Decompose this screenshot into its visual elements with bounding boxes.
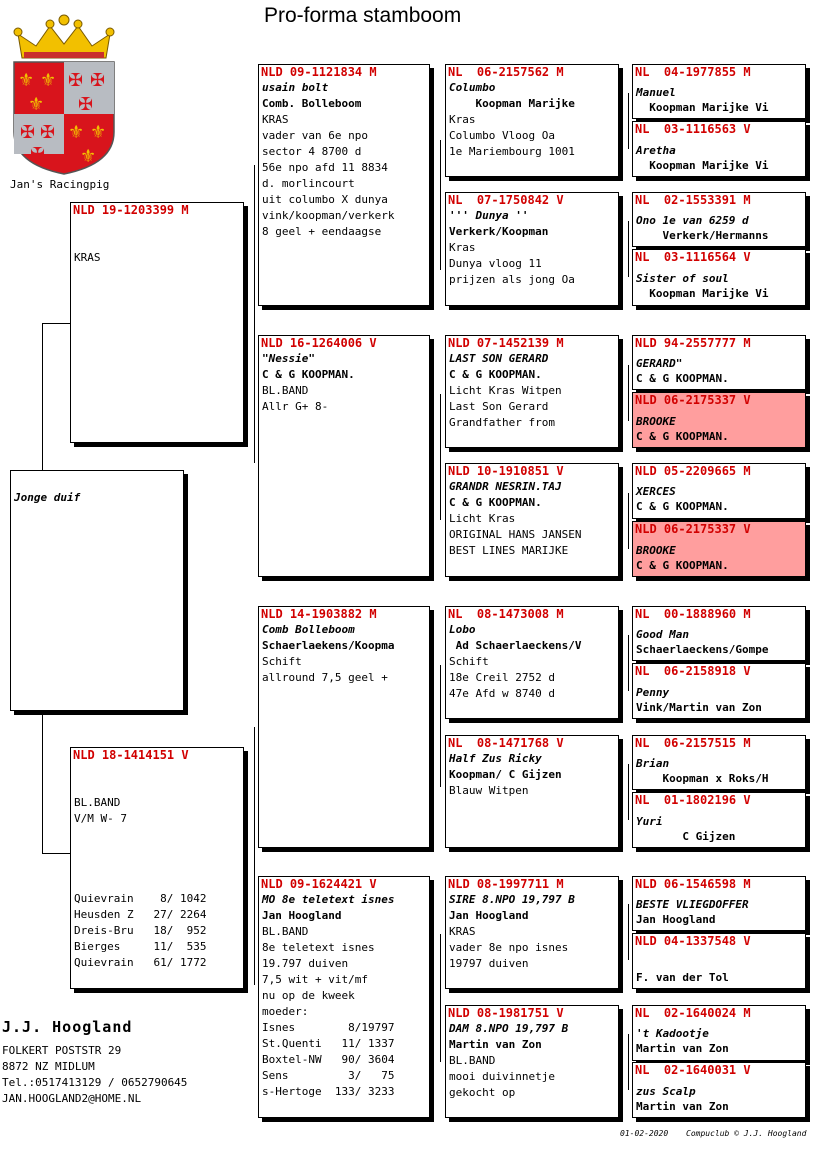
pigeon-card-g15 [632, 1005, 806, 1061]
owner-phone: Tel.:0517413129 / 0652790645 [2, 1076, 188, 1089]
pigeon-card-mmf [445, 876, 619, 989]
ring-number: NL 06-2158918 V [635, 664, 751, 678]
ring-number: NLD 18-1414151 V [73, 748, 189, 762]
credit-line: Compuclub © J.J. Hoogland [686, 1129, 807, 1138]
info-line: Licht Kras Witpen [449, 384, 562, 397]
svg-text:⚜: ⚜ [68, 122, 85, 143]
ring-number: NLD 08-1997711 M [448, 877, 564, 891]
breeder-name: C & G KOOPMAN. [449, 496, 542, 509]
ring-number: NL 03-1116564 V [635, 250, 751, 264]
connector [254, 165, 255, 463]
pigeon-name: Manuel [636, 86, 676, 99]
print-date: 01-02-2020 [620, 1129, 669, 1138]
breeder-name: Koopman Marijke Vi [636, 101, 769, 114]
pigeon-name: "Nessie" [262, 352, 315, 365]
breeder-name: Koopman/ C Gijzen [449, 768, 562, 781]
result-line: Bierges 11/ 535 [74, 940, 207, 953]
breeder-name: Koopman Marijke [449, 97, 575, 110]
info-line: vader 8e npo isnes [449, 941, 569, 954]
svg-text:✠: ✠ [78, 94, 94, 115]
result-line: St.Quenti 11/ 1337 [262, 1037, 395, 1050]
pigeon-card-mfm [445, 735, 619, 848]
info-line: BL.BAND [74, 796, 121, 809]
result-line: Boxtel-NW 90/ 3604 [262, 1053, 395, 1066]
ring-number: NLD 08-1981751 V [448, 1006, 564, 1020]
ring-number: NLD 94-2557777 M [635, 336, 751, 350]
info-line: mooi duivinnetje [449, 1070, 555, 1083]
pigeon-card-g12 [632, 792, 806, 848]
info-line: BL.BAND [262, 925, 309, 938]
info-line: KRAS [449, 925, 476, 938]
breeder-name: Martin van Zon [636, 1042, 729, 1055]
pigeon-card-mother [70, 747, 244, 989]
svg-text:⚜: ⚜ [18, 70, 35, 91]
ring-number: NLD 09-1624421 V [261, 877, 377, 891]
ring-number: NLD 06-2175337 V [635, 522, 751, 536]
breeder-name: Jan Hoogland [636, 913, 716, 926]
pigeon-card-mm [258, 876, 430, 1118]
svg-text:⚜: ⚜ [40, 70, 57, 91]
pigeon-name: Jonge duif [14, 491, 81, 504]
pigeon-name: Columbo [449, 81, 496, 94]
pigeon-card-g8 [632, 521, 806, 577]
ring-number: NL 00-1888960 M [635, 607, 751, 621]
owner-email: JAN.HOOGLAND2@HOME.NL [2, 1092, 142, 1105]
ring-number: NL 02-1640031 V [635, 1063, 751, 1077]
info-line: Last Son Gerard [449, 400, 549, 413]
result-line: Quievrain 61/ 1772 [74, 956, 207, 969]
pigeon-name: Brian [636, 757, 670, 770]
info-line: ORIGINAL HANS JANSEN [449, 528, 582, 541]
breeder-name: Verkerk/Koopman [449, 225, 549, 238]
pigeon-name: Sister of soul [636, 272, 729, 285]
pigeon-card-g9 [632, 606, 806, 661]
info-line: KRAS [262, 113, 289, 126]
info-line [71, 779, 243, 795]
info-line: d. morlincourt [262, 177, 355, 190]
ring-number: NL 07-1750842 V [448, 193, 564, 207]
pigeon-name: Comb Bolleboom [262, 623, 355, 636]
breeder-name: C & G KOOPMAN. [636, 430, 729, 443]
info-line [71, 827, 243, 843]
pigeon-card-g5 [632, 335, 806, 390]
connector [628, 493, 629, 549]
breeder-name: Vink/Martin van Zon [636, 701, 762, 714]
kennel-name: Jan's Racingpig [10, 178, 110, 191]
info-line: BL.BAND [262, 384, 309, 397]
ring-number: NL 06-2157515 M [635, 736, 751, 750]
info-line: Licht Kras [449, 512, 516, 525]
info-line: 8 geel + eendaagse [262, 225, 382, 238]
owner-name: J.J. Hoogland [2, 1018, 133, 1036]
info-line: 8e teletext isnes [262, 941, 375, 954]
info-line: Allr G+ 8- [262, 400, 329, 413]
info-line: 1e Mariembourg 1001 [449, 145, 575, 158]
info-line: Kras [449, 241, 476, 254]
info-line: prijzen als jong Oa [449, 273, 575, 286]
info-line: BEST LINES MARIJKE [449, 544, 569, 557]
info-line: vink/koopman/verkerk [262, 209, 395, 222]
breeder-name: Koopman x Roks/H [636, 772, 769, 785]
ring-number: NLD 16-1264006 V [261, 336, 377, 350]
info-line: Schift [262, 655, 302, 668]
info-line: 19.797 duiven [262, 957, 349, 970]
pigeon-name: SIRE 8.NPO 19,797 B [449, 893, 575, 906]
pigeon-card-g11 [632, 735, 806, 790]
info-line: gekocht op [449, 1086, 516, 1099]
connector [42, 713, 43, 853]
svg-text:✠: ✠ [20, 122, 36, 143]
pigeon-name: LAST SON GERARD [449, 352, 549, 365]
svg-text:✠: ✠ [68, 70, 84, 91]
pigeon-card-g2 [632, 121, 806, 177]
pigeon-card-fff [445, 64, 619, 177]
ring-number: NL 02-1640024 M [635, 1006, 751, 1020]
info-line: vader van 6e npo [262, 129, 368, 142]
info-line: KRAS [74, 251, 101, 264]
pigeon-card-g14 [632, 933, 806, 989]
info-line [71, 859, 243, 875]
svg-text:⚜: ⚜ [80, 146, 97, 167]
svg-text:✠: ✠ [30, 144, 46, 165]
pigeon-card-mf [258, 606, 430, 848]
breeder-name: C & G KOOPMAN. [449, 368, 542, 381]
connector [628, 904, 629, 960]
pigeon-card-g3 [632, 192, 806, 247]
connector [440, 934, 441, 1062]
info-line [71, 234, 243, 250]
ring-number: NL 08-1471768 V [448, 736, 564, 750]
owner-street: FOLKERT POSTSTR 29 [2, 1044, 122, 1057]
connector [628, 764, 629, 820]
breeder-name: Martin van Zon [449, 1038, 542, 1051]
pigeon-name: XERCES [636, 485, 676, 498]
pigeon-name: BROOKE [636, 415, 676, 428]
page-title: Pro-forma stamboom [264, 4, 462, 27]
result-line: Dreis-Bru 18/ 952 [74, 924, 207, 937]
pigeon-card-g7 [632, 463, 806, 519]
breeder-name: C Gijzen [636, 830, 736, 843]
ring-number: NL 04-1977855 M [635, 65, 751, 79]
connector [42, 323, 43, 470]
pigeon-card-fmf [445, 335, 619, 448]
breeder-name: Jan Hoogland [262, 909, 342, 922]
ring-number: NLD 06-1546598 M [635, 877, 751, 891]
pigeon-name: MO 8e teletext isnes [262, 893, 395, 906]
pigeon-card-ffm [445, 192, 619, 306]
info-line: Blauw Witpen [449, 784, 529, 797]
breeder-name: C & G KOOPMAN. [636, 559, 729, 572]
connector [628, 221, 629, 277]
info-line: 7,5 wit + vit/mf [262, 973, 368, 986]
pigeon-card-g1 [632, 64, 806, 119]
pigeon-card-mmm [445, 1005, 619, 1118]
info-line: nu op de kweek [262, 989, 355, 1002]
pigeon-name: Good Man [636, 628, 689, 641]
connector [628, 635, 629, 691]
ring-number: NLD 19-1203399 M [73, 203, 189, 217]
svg-text:⚜: ⚜ [28, 94, 45, 115]
ring-number: NLD 09-1121834 M [261, 65, 377, 79]
pigeon-card-father [70, 202, 244, 443]
ring-number [11, 471, 183, 486]
breeder-name: C & G KOOPMAN. [262, 368, 355, 381]
ring-number: NL 06-2157562 M [448, 65, 564, 79]
info-line: Grandfather from [449, 416, 555, 429]
ring-number: NL 08-1473008 M [448, 607, 564, 621]
breeder-name: Koopman Marijke Vi [636, 287, 769, 300]
pigeon-card-g4 [632, 249, 806, 306]
connector [628, 93, 629, 149]
info-line [71, 875, 243, 891]
info-line: 19797 duiven [449, 957, 529, 970]
svg-text:✠: ✠ [40, 122, 56, 143]
pigeon-name: Penny [636, 686, 670, 699]
svg-text:✠: ✠ [90, 70, 106, 91]
pigeon-name: DAM 8.NPO 19,797 B [449, 1022, 569, 1035]
breeder-name: C & G KOOPMAN. [636, 500, 729, 513]
pigeon-name: ''' Dunya '' [449, 209, 529, 222]
pigeon-card-fmm [445, 463, 619, 577]
pigeon-name [633, 955, 805, 970]
info-line: Dunya vloog 11 [449, 257, 542, 270]
pigeon-name: GRANDR NESRIN.TAJ [449, 480, 562, 493]
result-line: Isnes 8/19797 [262, 1021, 395, 1034]
info-line: uit columbo X dunya [262, 193, 388, 206]
connector [440, 140, 441, 270]
svg-text:⚜: ⚜ [90, 122, 107, 143]
connector [628, 365, 629, 421]
pigeon-card-fm [258, 335, 430, 577]
info-line [71, 763, 243, 779]
info-line: allround 7,5 geel + [262, 671, 388, 684]
coat-of-arms [8, 14, 120, 178]
info-line: 56e npo afd 11 8834 [262, 161, 388, 174]
ring-number: NLD 10-1910851 V [448, 464, 564, 478]
pigeon-name: Aretha [636, 144, 676, 157]
ring-number: NL 03-1116563 V [635, 122, 751, 136]
breeder-name: Martin van Zon [636, 1100, 729, 1113]
pigeon-name: GERARD" [636, 357, 683, 370]
pigeon-card-g13 [632, 876, 806, 931]
pigeon-name: zus Scalp [636, 1085, 696, 1098]
result-line: Heusden Z 27/ 2264 [74, 908, 207, 921]
connector [440, 665, 441, 787]
breeder-name: Ad Schaerlaeckens/V [449, 639, 582, 652]
pigeon-name: Ono 1e van 6259 d [636, 214, 749, 227]
result-line: s-Hertoge 133/ 3233 [262, 1085, 395, 1098]
ring-number: NLD 04-1337548 V [635, 934, 751, 948]
pigeon-name: usain bolt [262, 81, 329, 94]
breeder-name: Koopman Marijke Vi [636, 159, 769, 172]
info-line: moeder: [262, 1005, 309, 1018]
connector [42, 853, 70, 854]
breeder-name: C & G KOOPMAN. [636, 372, 729, 385]
connector [628, 1034, 629, 1090]
info-line: Columbo Vloog Oa [449, 129, 555, 142]
ring-number: NLD 14-1903882 M [261, 607, 377, 621]
result-line: Quievrain 8/ 1042 [74, 892, 207, 905]
breeder-name: Schaerlaekens/Koopma [262, 639, 395, 652]
connector [440, 394, 441, 520]
info-line: Schift [449, 655, 489, 668]
connector [254, 727, 255, 985]
connector [42, 323, 70, 324]
pigeon-name: 't Kadootje [636, 1027, 709, 1040]
info-line: sector 4 8700 d [262, 145, 362, 158]
breeder-name: Schaerlaeckens/Gompe [636, 643, 769, 656]
info-line: Kras [449, 113, 476, 126]
breeder-name: F. van der Tol [636, 971, 729, 984]
result-line: Sens 3/ 75 [262, 1069, 395, 1082]
info-line: V/M W- 7 [74, 812, 127, 825]
info-line [71, 218, 243, 234]
pigeon-card-mff [445, 606, 619, 719]
ring-number: NL 02-1553391 M [635, 193, 751, 207]
breeder-name: Jan Hoogland [449, 909, 529, 922]
info-line: BL.BAND [449, 1054, 496, 1067]
pigeon-name: Yuri [636, 815, 663, 828]
pigeon-name: Half Zus Ricky [449, 752, 542, 765]
info-line: 18e Creil 2752 d [449, 671, 555, 684]
pigeon-name: BESTE VLIEGDOFFER [636, 898, 749, 911]
pigeon-card-subject [10, 470, 184, 711]
owner-city: 8872 NZ MIDLUM [2, 1060, 95, 1073]
breeder-name: Verkerk/Hermanns [636, 229, 769, 242]
pigeon-card-g16 [632, 1062, 806, 1118]
ring-number: NLD 07-1452139 M [448, 336, 564, 350]
info-line [71, 843, 243, 859]
pigeon-name: BROOKE [636, 544, 676, 557]
pigeon-card-g6 [632, 392, 806, 448]
ring-number: NLD 06-2175337 V [635, 393, 751, 407]
info-line: 47e Afd w 8740 d [449, 687, 555, 700]
ring-number: NL 01-1802196 V [635, 793, 751, 807]
pigeon-card-g10 [632, 663, 806, 719]
pigeon-name: Lobo [449, 623, 476, 636]
pigeon-card-ff [258, 64, 430, 306]
ring-number: NLD 05-2209665 M [635, 464, 751, 478]
breeder-name: Comb. Bolleboom [262, 97, 362, 110]
